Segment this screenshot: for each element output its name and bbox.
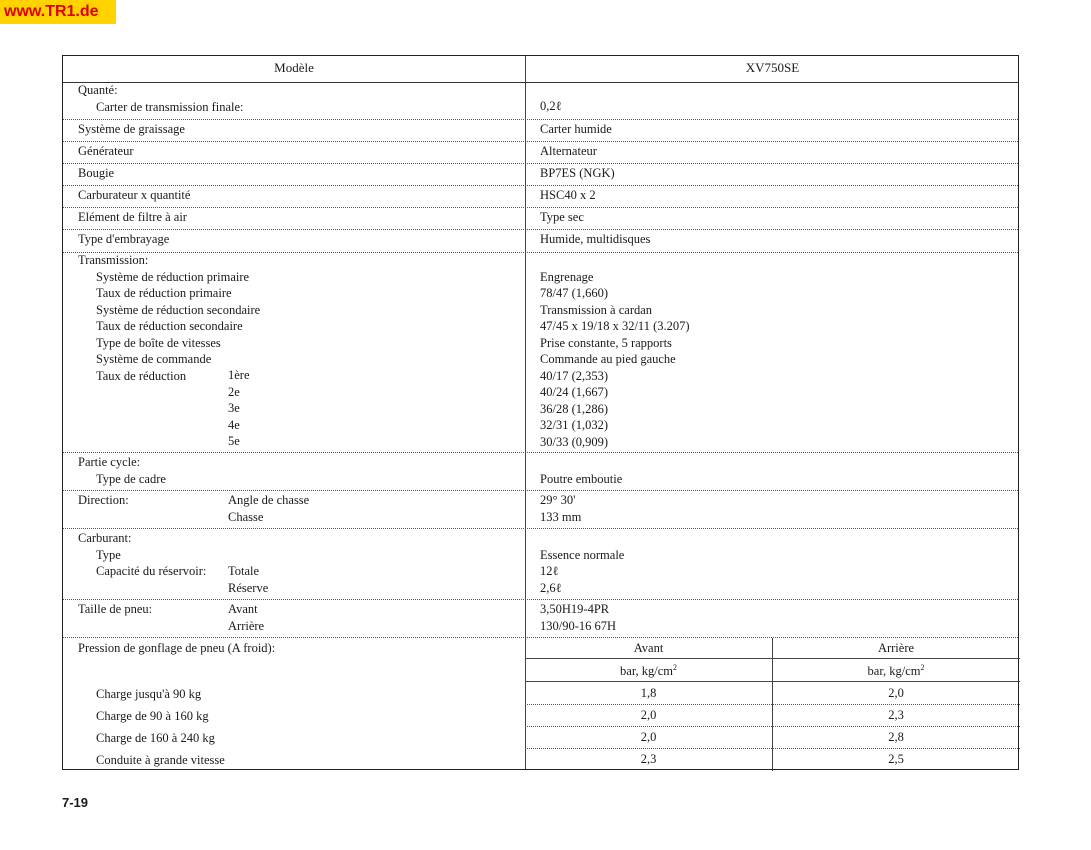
separator — [63, 528, 1018, 529]
transmission-item-label: Système de réduction primaire — [96, 269, 250, 284]
gear-value: 32/31 (1,032) — [540, 418, 609, 432]
separator — [63, 163, 1018, 164]
separator — [525, 704, 1020, 705]
reserve-value: 2,6ℓ — [540, 580, 562, 595]
pression-arriere: 2,8 — [888, 730, 904, 744]
separator — [63, 185, 1018, 186]
pression-avant: 1,8 — [640, 686, 657, 700]
separator — [63, 141, 1018, 142]
gear-1: 1ère — [228, 368, 250, 382]
col-arriere: Arrière — [877, 641, 915, 655]
separator — [63, 229, 1018, 230]
transmission-item-label: Type de boîte de vitesses — [96, 335, 221, 350]
angle-chasse-value: 29° 30' — [540, 493, 576, 507]
chasse-label: Chasse — [228, 509, 264, 524]
separator — [63, 207, 1018, 208]
carburant-type-value: Essence normale — [540, 547, 625, 562]
partie-cycle-value: Poutre emboutie — [540, 471, 623, 486]
pression-row-label: Conduite à grande vitesse — [96, 753, 225, 767]
direction-label: Direction: — [78, 493, 129, 507]
separator — [525, 681, 1020, 682]
pneu-arriere-value: 130/90-16 67H — [540, 618, 617, 633]
separator — [525, 658, 1020, 659]
transmission-item-value: Prise constante, 5 rapports — [540, 335, 672, 350]
totale-label: Totale — [228, 564, 260, 578]
pneu-label: Taille de pneu: — [78, 602, 153, 616]
capacite-label: Capacité du réservoir: — [96, 564, 207, 578]
separator — [63, 452, 1018, 453]
embrayage-label: Type d'embrayage — [78, 232, 170, 246]
transmission-item-value: 78/47 (1,660) — [540, 286, 609, 300]
pression-row-label: Charge jusqu'à 90 kg — [96, 687, 202, 701]
transmission-item-value: Transmission à cardan — [540, 302, 653, 317]
transmission-label: Transmission: — [78, 253, 149, 267]
bougie-value: BP7ES (NGK) — [540, 166, 615, 180]
partie-cycle-label: Partie cycle: — [78, 455, 141, 469]
gear-4: 4e — [228, 417, 240, 432]
embrayage-value: Humide, multidisques — [540, 232, 651, 246]
totale-value: 12ℓ — [540, 564, 559, 578]
transmission-item-value: Engrenage — [540, 269, 594, 284]
pression-row-label: Charge de 90 à 160 kg — [96, 709, 209, 723]
header-value: XV750SE — [745, 60, 800, 75]
pression-label: Pression de gonflage de pneu (A froid): — [78, 641, 276, 655]
transmission-item-value: 47/45 x 19/18 x 32/11 (3.207) — [540, 319, 690, 333]
transmission-item-value: Commande au pied gauche — [540, 352, 676, 366]
pneu-arriere-label: Arrière — [228, 618, 265, 633]
pression-row-label: Charge de 160 à 240 kg — [96, 731, 215, 745]
graissage-value: Carter humide — [540, 122, 612, 136]
quantite-sub: Carter de transmission finale: — [96, 99, 244, 114]
separator — [525, 726, 1020, 727]
pression-arriere: 2,3 — [888, 708, 904, 722]
page-number: 7-19 — [62, 795, 89, 810]
transmission-item-label: Taux de réduction secondaire — [96, 319, 243, 333]
quantite-value: 0,2ℓ — [540, 99, 562, 113]
bougie-label: Bougie — [78, 166, 115, 180]
transmission-item-label: Système de réduction secondaire — [96, 302, 261, 317]
header-label: Modèle — [274, 60, 314, 75]
angle-chasse-label: Angle de chasse — [228, 493, 310, 507]
filtre-value: Type sec — [540, 210, 584, 224]
partie-cycle-sub: Type de cadre — [96, 471, 166, 486]
unit-arriere: bar, $kg/cm^2$ — [867, 663, 925, 679]
pneu-avant-value: 3,50H19-4PR — [540, 602, 610, 616]
gear-ratio-label: Taux de réduction — [96, 368, 187, 383]
chasse-value: 133 mm — [540, 509, 582, 524]
generateur-value: Alternateur — [540, 144, 597, 158]
separator — [525, 748, 1020, 749]
carburateur-label: Carburateur x quantité — [78, 188, 191, 202]
separator — [63, 490, 1018, 491]
graissage-label: Système de graissage — [78, 122, 185, 136]
pression-avant: 2,0 — [640, 730, 657, 744]
carburant-type-label: Type — [96, 547, 121, 562]
transmission-item-label: Taux de réduction primaire — [96, 286, 232, 300]
gear-2: 2e — [228, 384, 240, 399]
pression-avant: 2,0 — [640, 708, 657, 722]
separator — [63, 119, 1018, 120]
pressure-grid — [525, 638, 1020, 771]
gear-value: 36/28 (1,286) — [540, 401, 609, 416]
pression-arriere: 2,0 — [888, 686, 904, 700]
gear-value: 30/33 (0,909) — [540, 434, 609, 449]
carburant-label: Carburant: — [78, 531, 132, 545]
quantite-label: Quanté: — [78, 83, 118, 97]
transmission-item-label: Système de commande — [96, 352, 212, 366]
spec-table — [62, 55, 1019, 770]
unit-avant: bar, $kg/cm^2$ — [620, 663, 677, 679]
gear-3: 3e — [228, 401, 240, 415]
filtre-label: Elément de filtre à air — [78, 210, 187, 224]
gear-value: 40/17 (2,353) — [540, 368, 609, 383]
generateur-label: Générateur — [78, 144, 134, 158]
site-logo[interactable]: www.TR1.de — [0, 0, 116, 24]
pression-arriere: 2,5 — [888, 752, 904, 766]
separator — [63, 599, 1018, 600]
pression-avant: 2,3 — [640, 752, 657, 766]
carburateur-value: HSC40 x 2 — [540, 188, 596, 202]
gear-value: 40/24 (1,667) — [540, 385, 609, 399]
gear-5: 5e — [228, 434, 240, 448]
col-avant: Avant — [633, 641, 664, 655]
reserve-label: Réserve — [228, 580, 269, 595]
pneu-avant-label: Avant — [228, 602, 258, 616]
